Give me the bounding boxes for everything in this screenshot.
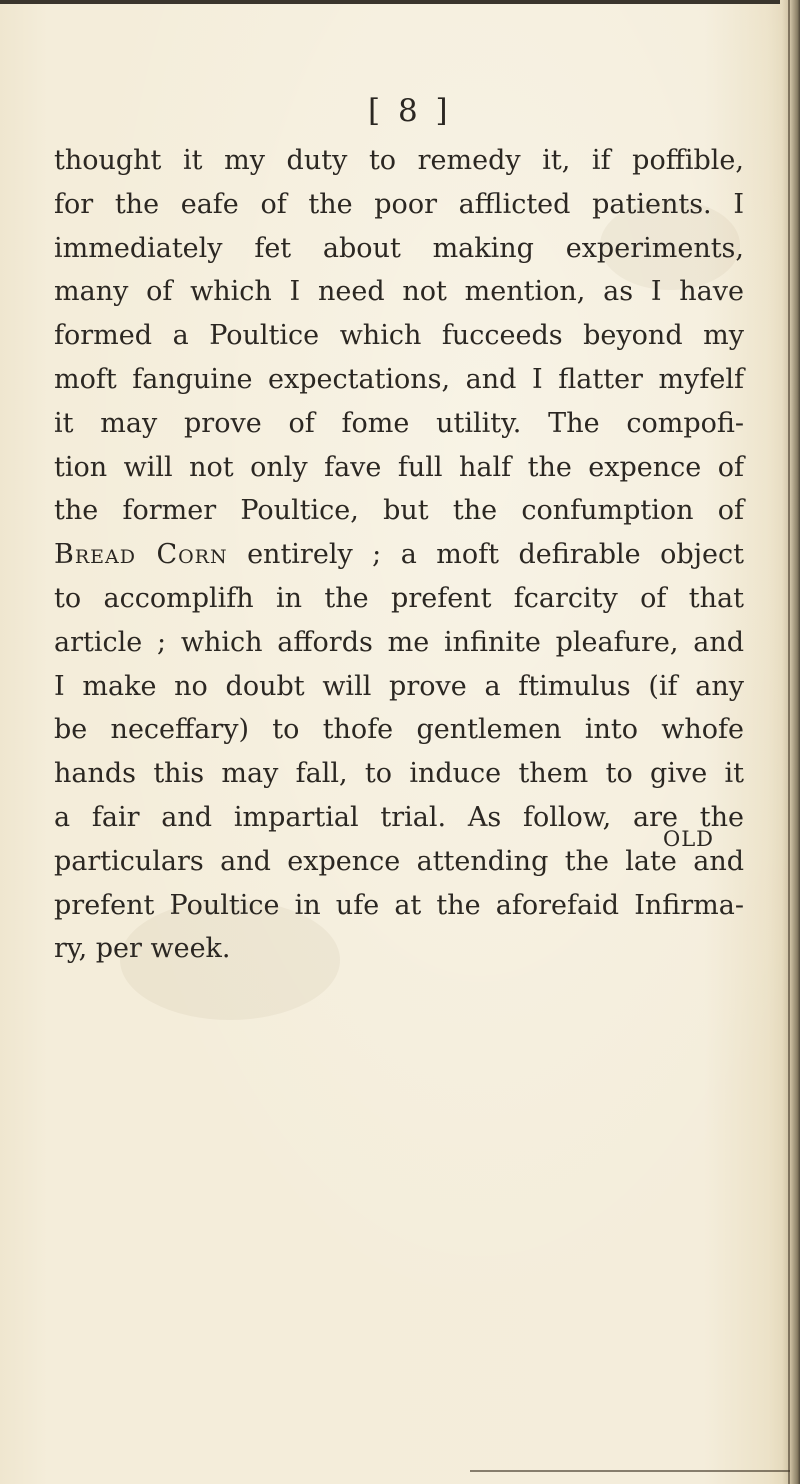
text-line [54,533,744,577]
text-line-rest: entirely ; a moft defirable object [227,539,744,571]
body-text [54,139,744,971]
text-line: many of which I need not mention, as I have [54,276,744,308]
text-line: ry, per week. [54,933,231,965]
text-line: prefent Poultice in ufe at the aforefaid Infirma- [54,889,744,921]
catchword: OLD [663,827,714,851]
bottom-border [470,1470,790,1472]
text-line: I make no doubt will prove a ftimulus (if any [54,670,744,702]
text-line: for the eafe of the poor afflicted patients. I [54,188,744,220]
text-line: immediately fet about making experiments, [54,232,744,264]
text-line: the former Poultice, but the confumption of [54,495,744,527]
text-line: to accomplifh in the prefent fcarcity of that [54,582,744,614]
text-line: particulars and expence attending the late and [54,845,744,877]
text-line: hands this may fall, to induce them to give it [54,758,744,790]
text-line: formed a Poultice which fucceeds beyond my [54,320,744,352]
text-line: it may prove of fome utility. The compofi- [54,407,744,439]
top-border [0,0,780,4]
text-line: thought it my duty to remedy it, if poffible, [54,145,744,176]
text-line: a fair and impartial trial. As follow, are the [54,801,744,833]
page-edge-line [788,0,790,1484]
text-line: article ; which affords me infinite pleafure, and [54,626,744,658]
small-caps-phrase: Bread Corn [54,539,228,571]
text-line: moft fanguine expectations, and I flatter myfelf [54,363,744,395]
text-line: be neceffary) to thofe gentlemen into whofe [54,714,744,746]
page-number: [ 8 ] [368,93,452,129]
page-edge-shadow [782,0,800,1484]
text-line: tion will not only fave full half the expence of [54,451,744,483]
